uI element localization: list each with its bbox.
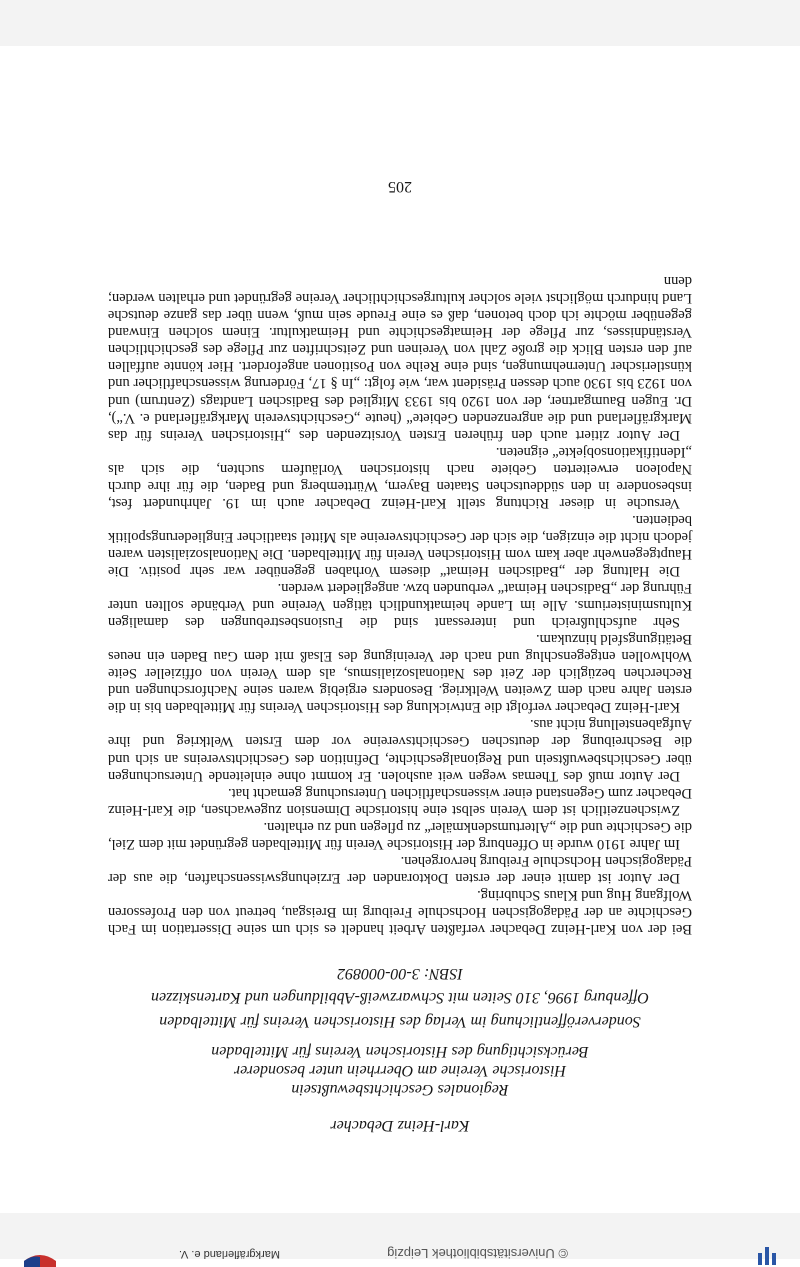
paragraph: Der Autor ist damit einer der ersten Doktoranden der Erziehungswissenschaften, die aus der Pädagogischen Hochschule Freiburg hervorgehen. (108, 852, 692, 886)
copyright-top: © Universitätsbibliothek Leipzig (387, 1246, 568, 1261)
book-title-line-3: Berücksichtigung des Historischen Vereins für Mittelbaden (211, 1043, 589, 1060)
paragraph: Im Jahre 1910 wurde in Offenburg der Historische Verein für Mittelbaden gegründet mit dem Ziel, die Geschichte und die „Altertumsdenkmäler“ zu pflegen und zu erhalten. (108, 818, 692, 852)
book-title-line-2: Historische Vereine am Oberrhein unter besonderer (233, 1062, 567, 1079)
paragraph: Versuche in dieser Richtung stellt Karl-Heinz Debacher auch im 19. Jahrhundert fest, insbesondere in den süddeutschen Staaten Bayern, Württemberg und Baden, die für ihre durch Napoleon erweiterten Gebiete nach historischen Vorläufern suchten, die sich als „Identifikationsobjekte“ eigneten. (108, 443, 692, 511)
paragraph: Zwischenzeitlich ist dem Verein selbst eine historische Dimension zugewachsen, die Karl-Heinz Debacher zum Gegenstand einer wissenschaftlichen Untersuchung gemacht hat. (108, 784, 692, 818)
paragraph: Bei der von Karl-Heinz Debacher verfaßten Arbeit handelt es sich um seine Dissertation im Fach Geschichte an der Pädagogischen Hochschule Freiburg im Breisgau, betreut von den Professoren Wolfgang Hug und Klaus Schubring. (108, 886, 692, 937)
page-number: 205 (388, 178, 412, 195)
coat-of-arms-top-icon (20, 1251, 60, 1267)
book-isbn: ISBN: 3-00-000892 (337, 965, 463, 982)
book-title-line-1: Regionales Geschichtsbewußtsein (291, 1081, 509, 1098)
viewer-header-bar (0, 0, 800, 46)
paragraph: Der Autor muß des Themas wegen weit ausholen. Er kommt ohne einleitende Untersuchungen über Geschichsbewußtsein und Regionalgeschichte, Definition des Geschichtsvereins an sich und die Beschreibung der deutschen Geschichtsvereine vor dem Ersten Weltkrieg und ihre Aufgabenstellung nicht aus. (108, 716, 692, 784)
viewer-footer-bar (0, 1213, 800, 1259)
paragraph: Karl-Heinz Debacher verfolgt die Entwicklung des Historischen Vereins für Mittelbaden bis in die ersten Jahre nach dem Zweiten Weltkrieg. Besonders ergiebig waren seine Nachforschungen und Recherchen bezüglich der Zeit des Nationalsozialismus, als dem Verein von offizieller Seite Wohlwollen entgegenschlug und nach der Vereinigung des Elsaß mit dem Gau Baden ein neues Betätigungsfeld hinzukam. (108, 631, 692, 716)
paragraph: Der Autor zitiert auch den früheren Ersten Vorsitzenden des „Historischen Vereins für das Markgräflerland und die angrenzenden Gebiete“ (heute „Geschichtsverein Markgräflerland e. V.“), Dr. Eugen Baumgartner, der von 1920 bis 1933 Mitglied des Badischen Landtags (Zentrum) und von 1923 bis 1930 auch dessen Präsident war, wie folgt: „In § 17, Förderung wissenschaftlicher und künstlerischer Unternehmungen, sind eine Reihe von Positionen angefordert. Hier könnte auffallen auf den ersten Blick die große Zahl von Vereinen und Zeitschriften zur Pflege des geschichtlichen Verständnisses, zur Pflege der Heimatgeschichte und Heimatkultur. Einem solchen Einwand gegenüber möchte ich doch betonen, daß es eine Freude sein muß, wenn über das ganze deutsche Land hindurch möglichst viele solcher kulturgeschichtlicher Vereine gegründet und erhalten werden; denn (108, 273, 692, 443)
badge-top-text: Markgräflerland e. V. (178, 1248, 280, 1260)
review-body (108, 272, 692, 937)
book-series: Sonderveröffentlichung im Verlag des Historischen Vereins für Mittelbaden (159, 1013, 641, 1030)
review-author: Karl-Heinz Debacher (330, 1117, 470, 1134)
book-imprint: Offenburg 1996, 310 Seiten mit Schwarzweiß-Abbildungen und Kartenskizzen (150, 989, 650, 1006)
blue-logo-icon (754, 1247, 780, 1265)
paragraph: Die Haltung der „Badischen Heimat“ diesem Vorhaben gegenüber war sehr positiv. Die Hauptgegenwehr aber kam vom Historischen Verein für Mittelbaden. Die Nationalsozialisten waren jedoch nicht die einzigen, die sich der Geschichtsvereine als Mittel staatlicher Eingliederungspolitik bedienten. (108, 511, 692, 580)
paragraph: Sehr aufschlußreich und interessant sind die Fusionsbestrebungen des damaligen Kultusministeriums. Alle im Lande heimatkundlich tätigen Vereine und Verbände sollten unter Führung der „Badischen Heimat“ verbunden bzw. angegliedert werden. (108, 580, 692, 631)
